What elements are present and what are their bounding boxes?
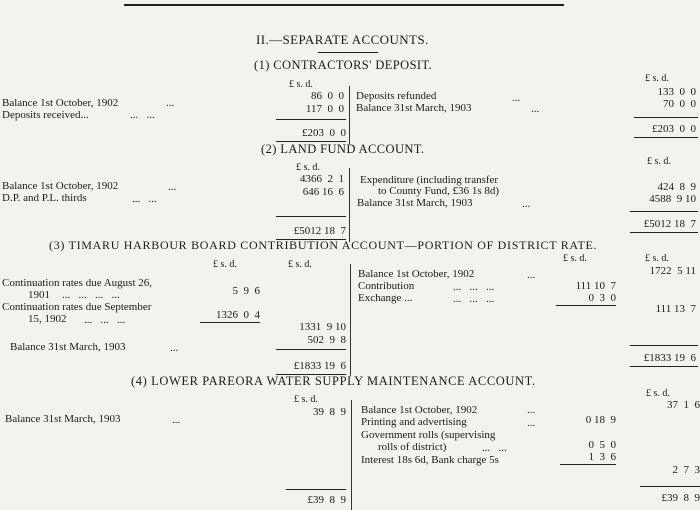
right-row-dots: ...: [527, 404, 536, 416]
total-rule: [630, 232, 698, 233]
title-underline: [318, 52, 378, 53]
left-row-amount: 1331 9 10: [299, 321, 346, 333]
right-row-dots: ...: [522, 198, 531, 210]
left-row-dots: ...: [170, 342, 179, 354]
right-row-dots: ... ...: [482, 442, 507, 454]
left-row-label: Balance 31st March, 1903: [5, 413, 121, 425]
currency-header: £ s. d.: [296, 162, 320, 173]
right-row-dots: ... ... ...: [453, 281, 495, 293]
right-row-label: Government rolls (supervising: [361, 429, 496, 441]
left-total: £39 8 9: [307, 494, 346, 506]
total-rule: [630, 211, 698, 212]
column-divider: [351, 400, 352, 510]
left-row-sub: 1326 0 4: [216, 309, 260, 321]
left-row-sub: 5 9 6: [232, 285, 260, 297]
left-total: £5012 18 7: [293, 225, 346, 237]
left-row-label: 15, 1902: [28, 313, 67, 325]
right-row-label: Balance 31st March, 1903: [356, 102, 472, 114]
total-rule: [640, 486, 700, 487]
left-row-label: Balance 31st March, 1903: [10, 341, 126, 353]
currency-header: £ s. d.: [288, 259, 312, 270]
currency-header: £ s. d.: [646, 388, 670, 399]
right-row-amount: 37 1 6: [667, 399, 700, 411]
right-row-label: Balance 1st October, 1902: [358, 268, 475, 280]
left-row-amount: 117 0 0: [305, 103, 344, 115]
right-row-label: to County Fund, £36 1s 8d): [378, 185, 500, 197]
right-row-dots: ...: [527, 417, 536, 429]
right-row-dots: ...: [512, 92, 521, 104]
left-row-label: Deposits received...: [2, 109, 89, 121]
currency-header: £ s. d.: [645, 253, 669, 264]
left-total: £203 0 0: [302, 127, 346, 139]
right-row-label: Expenditure (including transfer: [360, 174, 499, 186]
total-rule: [276, 119, 346, 120]
total-rule: [276, 216, 346, 217]
left-row-amount: 39 8 9: [313, 406, 346, 418]
left-row-amount: 502 9 8: [307, 334, 346, 346]
left-row-label: Balance 1st October, 1902: [2, 97, 119, 109]
right-total: £203 0 0: [652, 123, 696, 135]
currency-header: £ s. d.: [289, 79, 313, 90]
right-row-label: rolls of district): [378, 441, 447, 453]
left-row-label: Continuation rates due August 26,: [2, 277, 153, 289]
right-row-dots: ... ... ...: [453, 293, 495, 305]
section-heading: (4) LOWER PAREORA WATER SUPPLY MAINTENANCE ACCOUNT.: [131, 374, 536, 388]
left-row-dots: ... ... ...: [84, 314, 126, 326]
top-rule: [124, 4, 564, 6]
right-row-sub: 0 18 9: [585, 414, 616, 426]
total-rule: [634, 137, 698, 138]
currency-header: £ s. d.: [645, 73, 669, 84]
section-heading: (2) LAND FUND ACCOUNT.: [261, 142, 425, 156]
left-row-amount: 86 0 0: [311, 90, 344, 102]
column-divider: [349, 86, 350, 144]
sub-rule: [200, 322, 260, 323]
column-divider: [350, 264, 351, 376]
right-row-amount: 133 0 0: [657, 86, 696, 98]
currency-header: £ s. d.: [294, 394, 318, 405]
sub-rule: [556, 305, 616, 306]
right-row-label: Interest 18s 6d, Bank charge 5s: [361, 454, 499, 466]
left-row-dots: ...: [166, 97, 175, 109]
column-divider: [349, 168, 350, 242]
left-row-amount: 646 16 6: [302, 186, 344, 198]
left-row-amount: 4366 2 1: [300, 173, 344, 185]
total-rule: [634, 117, 698, 118]
right-row-amount: 1722 5 11: [649, 265, 696, 277]
right-row-label: Deposits refunded: [356, 90, 437, 102]
right-row-label: Contribution: [358, 280, 415, 292]
right-row-amount: 2 7 3: [672, 464, 700, 476]
right-row-dots: ...: [531, 103, 540, 115]
right-row-amount: 4588 9 10: [649, 193, 696, 205]
page-title: II.—SEPARATE ACCOUNTS.: [256, 32, 429, 47]
left-row-dots: ... ...: [130, 109, 155, 121]
left-total: £1833 19 6: [293, 360, 346, 372]
right-row-amount: 70 0 0: [663, 98, 696, 110]
sub-rule: [560, 464, 616, 465]
currency-header: £ s. d.: [563, 253, 587, 264]
right-total: £1833 19 6: [643, 352, 696, 364]
left-row-dots: ... ...: [132, 193, 157, 205]
right-row-sub: 111 10 7: [575, 280, 616, 292]
right-row-label: Balance 1st October, 1902: [361, 404, 478, 416]
left-row-dots: ...: [172, 414, 181, 426]
left-row-label: Balance 1st October, 1902: [2, 180, 119, 192]
left-row-dots: ... ... ... ...: [62, 289, 120, 301]
right-row-sub: 0 3 0: [588, 292, 616, 304]
right-row-label: Exchange ...: [358, 292, 413, 304]
right-row-label: Balance 31st March, 1903: [357, 197, 473, 209]
total-rule: [276, 349, 346, 350]
currency-header: £ s. d.: [213, 259, 237, 270]
section-heading: (1) CONTRACTORS' DEPOSIT.: [254, 58, 433, 72]
right-row-label: Printing and advertising: [361, 416, 467, 428]
total-rule: [286, 489, 346, 490]
section-heading: (3) TIMARU HARBOUR BOARD CONTRIBUTION ACCOUNT—PORTION OF DISTRICT RATE.: [49, 238, 598, 252]
right-total: £39 8 9: [661, 492, 700, 504]
left-row-dots: ...: [168, 181, 177, 193]
left-row-label: D.P. and P.L. thirds: [2, 192, 87, 204]
right-total: £5012 18 7: [643, 218, 696, 230]
right-row-sub: 1 3 6: [588, 451, 616, 463]
right-row-amount: 424 8 9: [657, 181, 696, 193]
right-row-sub: 0 5 0: [588, 439, 616, 451]
total-rule: [630, 366, 698, 367]
left-row-label: 1901: [28, 289, 50, 301]
currency-header: £ s. d.: [647, 156, 671, 167]
right-row-amount: 111 13 7: [655, 303, 696, 315]
right-row-dots: ...: [527, 269, 536, 281]
left-row-label: Continuation rates due September: [2, 301, 152, 313]
total-rule: [630, 345, 698, 346]
